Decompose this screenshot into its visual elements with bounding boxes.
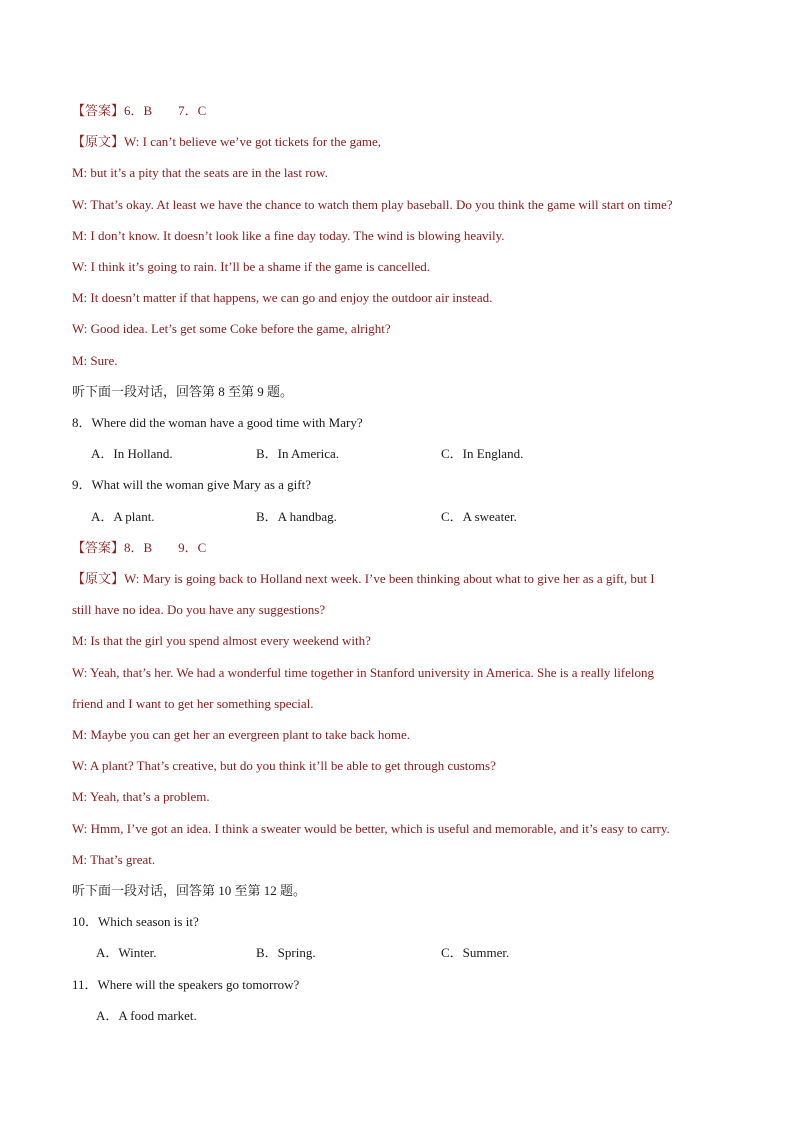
dialogue-line: W: I can’t believe we’ve got tickets for the game, <box>124 134 382 149</box>
dialogue-line: M: It doesn’t matter if that happens, we can go and enjoy the outdoor air instead. <box>72 290 493 305</box>
answer-line-8-9 <box>72 540 206 556</box>
dialogue-line: M: That’s great. <box>72 852 156 867</box>
dialogue-line: friend and I want to get her something special. <box>72 696 314 711</box>
option-10-a: A．Winter. <box>96 945 157 960</box>
question-9-stem: 9．What will the woman give Mary as a gift? <box>72 477 311 492</box>
option-9-b: B．A handbag. <box>256 509 337 524</box>
dialogue-line: W: Hmm, I’ve got an idea. I think a sweater would be better, which is useful and memorable, and it’s easy to carry. <box>72 821 670 836</box>
dialogue-line: W: I think it’s going to rain. It’ll be a shame if the game is cancelled. <box>72 259 430 274</box>
option-11-a: A．A food market. <box>96 1008 197 1023</box>
dialogue-line: M: Maybe you can get her an evergreen plant to take back home. <box>72 727 410 742</box>
option-8-a: A．In Holland. <box>91 446 173 461</box>
section-instruction: 听下面一段对话，回答第 10 至第 12 题。 <box>72 883 307 898</box>
answer-tag: 【答案】 <box>72 103 125 118</box>
option-8-c: C．In England. <box>441 446 524 461</box>
dialogue-line: W: Yeah, that’s her. We had a wonderful time together in Stanford university in America. She is a really lifelong <box>72 665 655 680</box>
option-9-c: C．A sweater. <box>441 509 517 524</box>
answer-line-6-7 <box>72 103 206 119</box>
script-tag: 【原文】 <box>72 134 125 149</box>
script-line <box>72 134 381 150</box>
section-instruction: 听下面一段对话，回答第 8 至第 9 题。 <box>72 384 294 399</box>
dialogue-line: W: That’s okay. At least we have the chance to watch them play baseball. Do you think the game will start on time? <box>72 197 673 212</box>
answer-tag: 【答案】 <box>72 540 125 555</box>
answer-text: 6．B 7．C <box>124 103 207 118</box>
script-tag: 【原文】 <box>72 571 125 586</box>
option-9-a: A．A plant. <box>91 509 155 524</box>
question-11-stem: 11．Where will the speakers go tomorrow? <box>72 977 300 992</box>
option-10-c: C．Summer. <box>441 945 510 960</box>
dialogue-line: W: Mary is going back to Holland next week. I’ve been thinking about what to give her as a gift, but I <box>124 571 655 586</box>
option-8-b: B．In America. <box>256 446 340 461</box>
dialogue-line: M: Sure. <box>72 353 118 368</box>
option-10-b: B．Spring. <box>256 945 316 960</box>
question-8-stem: 8．Where did the woman have a good time with Mary? <box>72 415 363 430</box>
question-10-stem: 10．Which season is it? <box>72 914 199 929</box>
script-line <box>72 571 655 587</box>
dialogue-line: W: Good idea. Let’s get some Coke before the game, alright? <box>72 321 391 336</box>
dialogue-line: M: Is that the girl you spend almost every weekend with? <box>72 633 371 648</box>
answer-text: 8．B 9．C <box>124 540 207 555</box>
dialogue-line: W: A plant? That’s creative, but do you think it’ll be able to get through customs? <box>72 758 496 773</box>
dialogue-line: M: I don’t know. It doesn’t look like a fine day today. The wind is blowing heavily. <box>72 228 505 243</box>
dialogue-line: M: Yeah, that’s a problem. <box>72 789 210 804</box>
dialogue-line: still have no idea. Do you have any suggestions? <box>72 602 326 617</box>
dialogue-line: M: but it’s a pity that the seats are in the last row. <box>72 165 328 180</box>
